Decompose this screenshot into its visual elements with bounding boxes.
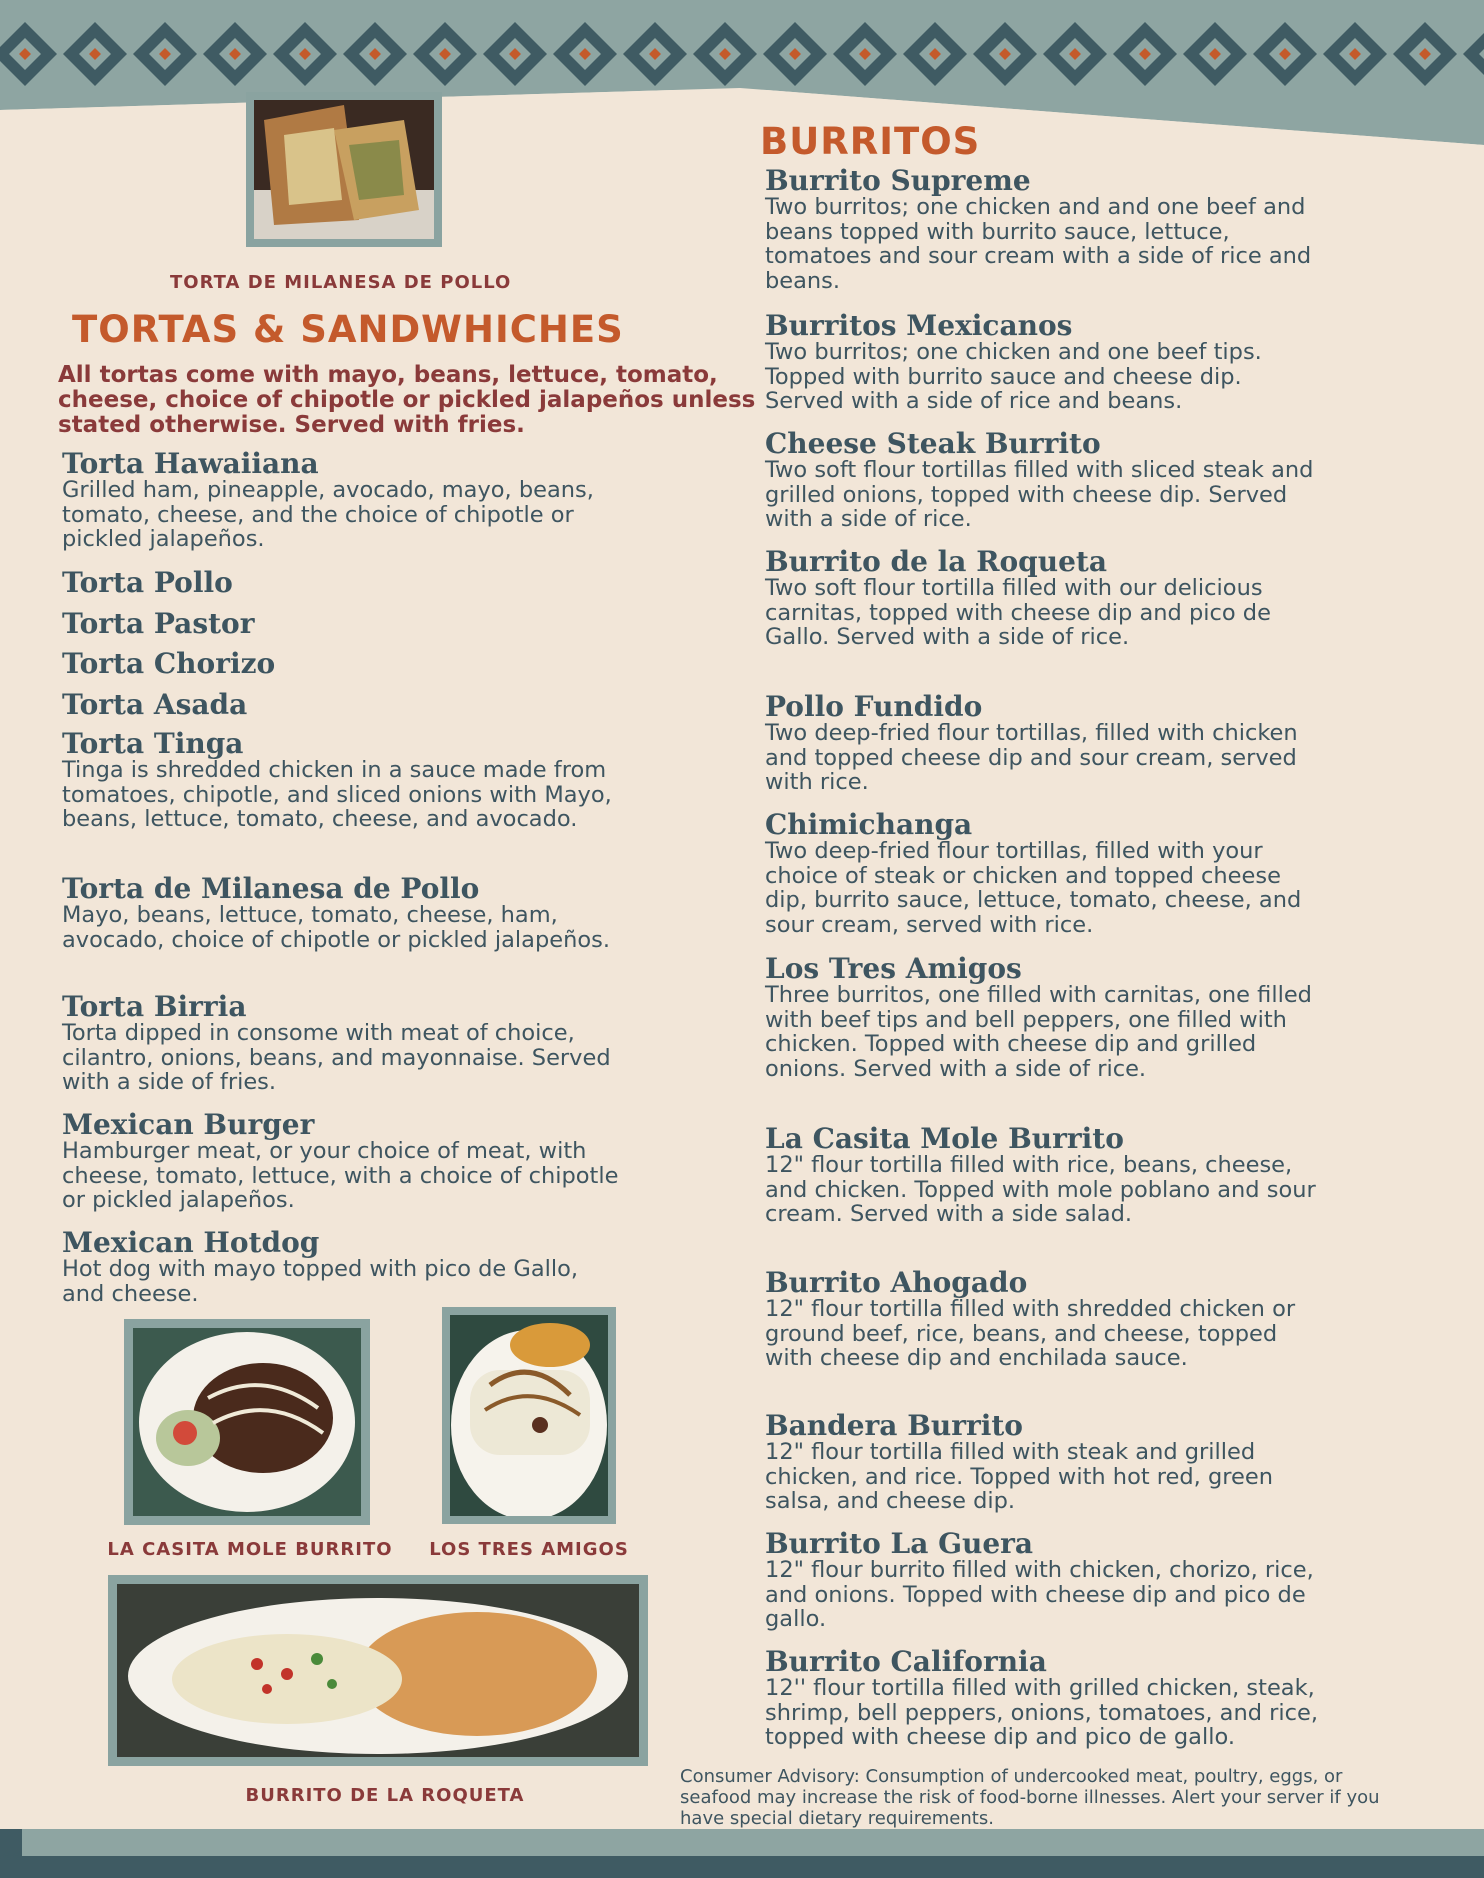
- bottom-border-dark: [0, 1856, 1484, 1878]
- item-description: 12" flour tortilla filled with steak and grilled chicken, and rice. Topped with hot red, green salsa, and cheese dip.: [765, 1439, 1273, 1514]
- item-description: Hamburger meat, or your choice of meat, with cheese, tomato, lettuce, with a choice of chipotle or pickled jalapeños.: [62, 1138, 619, 1213]
- item-name: Burrito Supreme: [765, 164, 1031, 197]
- menu-item: [62, 690, 622, 719]
- menu-item: [62, 1110, 622, 1213]
- item-name: Chimichanga: [765, 808, 973, 841]
- item-name: Mexican Hotdog: [62, 1226, 320, 1259]
- menu-item: [765, 954, 1325, 1081]
- menu-item: [62, 449, 622, 552]
- item-description: 12'' flour tortilla filled with grilled chicken, steak, shrimp, bell peppers, onions, tomatoes, and rice, topped with cheese dip and pico de gallo.: [765, 1675, 1319, 1750]
- menu-item: [62, 729, 622, 832]
- menu-item: [765, 810, 1325, 937]
- mole-burrito-photo: [124, 1319, 370, 1525]
- menu-item: [765, 1529, 1325, 1632]
- item-name: Burrito de la Roqueta: [765, 545, 1107, 578]
- item-name: Pollo Fundido: [765, 690, 983, 723]
- item-description: Three burritos, one filled with carnitas, one filled with beef tips and bell peppers, one filled with chicken. Topped with cheese dip and grilled onions. Served with a side of rice.: [765, 982, 1312, 1082]
- menu-item: [62, 1228, 622, 1306]
- menu-item: [62, 649, 622, 678]
- menu-item: [62, 568, 622, 597]
- item-name: Mexican Burger: [62, 1108, 315, 1141]
- menu-item: [765, 547, 1325, 650]
- item-description: 12" flour burrito filled with chicken, chorizo, rice, and onions. Topped with cheese dip and pico de gallo.: [765, 1557, 1314, 1632]
- menu-item: [765, 166, 1325, 293]
- torta-photo: [246, 92, 442, 247]
- menu-item: [765, 1124, 1325, 1227]
- item-description: 12" flour tortilla filled with rice, beans, cheese, and chicken. Topped with mole poblano and sour cream. Served with a side salad.: [765, 1152, 1316, 1227]
- bottom-border-accent: [0, 1829, 22, 1856]
- menu-item: [765, 1647, 1325, 1750]
- item-description: Two deep-fried flour tortillas, filled with your choice of steak or chicken and topped cheese dip, burrito sauce, lettuce, tomato, cheese, and sour cream, served with rice.: [765, 838, 1302, 938]
- item-name: Torta Pollo: [62, 566, 233, 599]
- item-description: Two soft flour tortilla filled with our delicious carnitas, topped with cheese dip and pico de Gallo. Served with a side of rice.: [765, 575, 1271, 650]
- bottom-border: [22, 1829, 1484, 1856]
- item-description: Mayo, beans, lettuce, tomato, cheese, ham, avocado, choice of chipotle or pickled jalapeños.: [62, 902, 610, 953]
- item-name: Torta Tinga: [62, 727, 244, 760]
- item-description: Torta dipped in consome with meat of choice, cilantro, onions, beans, and mayonnaise. Served with a side of fries.: [62, 1020, 611, 1095]
- item-description: 12" flour tortilla filled with shredded chicken or ground beef, rice, beans, and cheese, topped with cheese dip and enchilada sauce.: [765, 1296, 1296, 1371]
- menu-item: [62, 609, 622, 638]
- item-description: Hot dog with mayo topped with pico de Gallo, and cheese.: [62, 1256, 579, 1307]
- item-description: Two deep-fried flour tortillas, filled with chicken and topped cheese dip and sour cream, served with rice.: [765, 720, 1298, 795]
- menu-item: [62, 992, 622, 1095]
- tres-amigos-photo: [442, 1307, 616, 1524]
- consumer-advisory: Consumer Advisory: Consumption of undercooked meat, poultry, eggs, or seafood may increase the risk of food-borne illnesses. Alert your server if you have special dietary requirements.: [680, 1766, 1380, 1829]
- item-description: Tinga is shredded chicken in a sauce made from tomatoes, chipotle, and sliced onions with Mayo, beans, lettuce, tomato, cheese, and avocado.: [62, 757, 612, 832]
- tortas-section-title: TORTAS & SANDWHICHES: [72, 308, 624, 351]
- roqueta-photo: [108, 1575, 648, 1766]
- menu-item: [765, 692, 1325, 795]
- item-name: Los Tres Amigos: [765, 952, 1022, 985]
- item-name: Torta Asada: [62, 688, 248, 721]
- item-name: Burrito Ahogado: [765, 1266, 1028, 1299]
- roqueta-caption: BURRITO DE LA ROQUETA: [245, 1785, 525, 1806]
- menu-item: [765, 1411, 1325, 1514]
- tortas-intro: All tortas come with mayo, beans, lettuce, tomato, cheese, choice of chipotle or pickled jalapeños unless stated otherwise. Served with fries.: [58, 362, 756, 438]
- item-name: Torta Birria: [62, 990, 247, 1023]
- top-border-pattern: [0, 0, 1484, 145]
- item-name: Torta Pastor: [62, 607, 255, 640]
- tres-amigos-caption: LOS TRES AMIGOS: [429, 1539, 629, 1560]
- item-name: Cheese Steak Burrito: [765, 427, 1101, 460]
- torta-photo-caption: TORTA DE MILANESA DE POLLO: [170, 272, 512, 293]
- burritos-section-title: BURRITOS: [760, 120, 981, 163]
- item-name: Burritos Mexicanos: [765, 309, 1073, 342]
- item-description: Two burritos; one chicken and and one beef and beans topped with burrito sauce, lettuce, tomatoes and sour cream with a side of rice and beans.: [765, 194, 1312, 294]
- item-name: Burrito La Guera: [765, 1527, 1034, 1560]
- item-description: Two soft flour tortillas filled with sliced steak and grilled onions, topped with cheese dip. Served with a side of rice.: [765, 457, 1314, 532]
- item-description: Two burritos; one chicken and one beef tips. Topped with burrito sauce and cheese dip. Served with a side of rice and beans.: [765, 339, 1262, 414]
- item-description: Grilled ham, pineapple, avocado, mayo, beans, tomato, cheese, and the choice of chipotle or pickled jalapeños.: [62, 477, 594, 552]
- menu-item: [765, 1268, 1325, 1371]
- item-name: Burrito California: [765, 1645, 1047, 1678]
- item-name: Torta Chorizo: [62, 647, 276, 680]
- item-name: Bandera Burrito: [765, 1409, 1023, 1442]
- mole-burrito-caption: LA CASITA MOLE BURRITO: [107, 1539, 393, 1560]
- menu-item: [62, 874, 622, 952]
- item-name: La Casita Mole Burrito: [765, 1122, 1124, 1155]
- item-name: Torta de Milanesa de Pollo: [62, 872, 480, 905]
- menu-item: [765, 311, 1325, 414]
- item-name: Torta Hawaiiana: [62, 447, 319, 480]
- menu-item: [765, 429, 1325, 532]
